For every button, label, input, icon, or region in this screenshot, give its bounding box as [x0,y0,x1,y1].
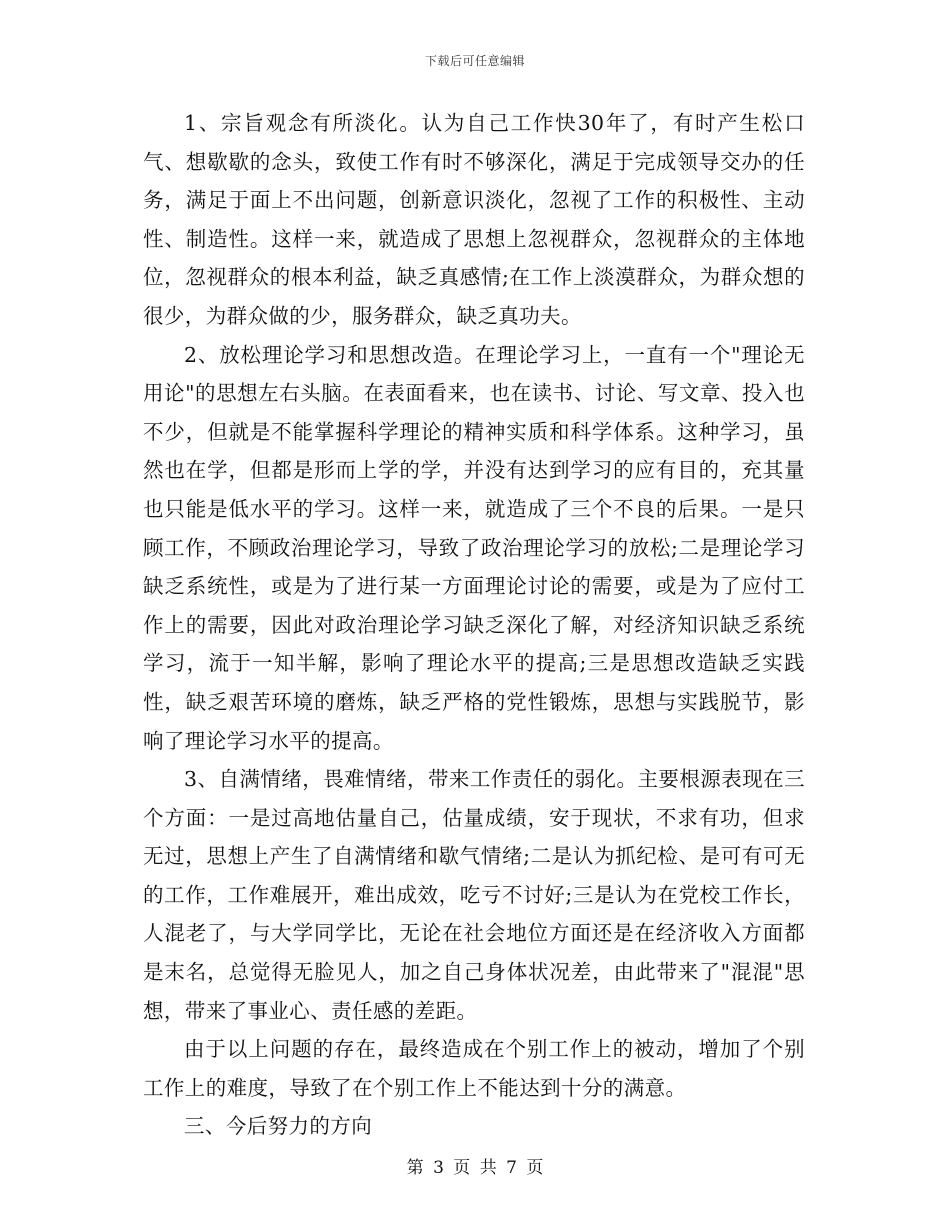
paragraph-3: 3、自满情绪，畏难情绪，带来工作责任的弱化。主要根源表现在三个方面：一是过高地估量自己，估量成绩，安于现状，不求有功，但求无过，思想上产生了自满情绪和歇气情绪;二是认为抓纪检、是可有可无的工作，工作难展开，难出成效，吃亏不讨好;三是认为在党校工作长，人混老了，与大学同学比，无论在社会地位方面还是在经济收入方面都是末名，总觉得无脸见人，加之自己身体状况差，由此带来了"混混"思想，带来了事业心、责任感的差距。 [143,767,805,1023]
section-heading: 三、今后努力的方向 [184,1114,373,1139]
body-text [143,104,805,1146]
paragraph-4: 由于以上问题的存在，最终造成在个别工作上的被动，增加了个别工作上的难度，导致了在个别工作上不能达到十分的满意。 [143,1037,805,1100]
page-footer: 第 3 页 共 7 页 [406,1158,544,1178]
page-header: 下载后可任意编辑 [424,54,525,68]
paragraph-2: 2、放松理论学习和思想改造。在理论学习上，一直有一个"理论无用论"的思想左右头脑。在表面看来，也在读书、讨论、写文章、投入也不少，但就是不能掌握科学理论的精神实质和科学体系。这种学习，虽然也在学，但都是形而上学的学，并没有达到学习的应有目的，充其量也只能是低水平的学习。这样一来，就造成了三个不良的后果。一是只顾工作，不顾政治理论学习，导致了政治理论学习的放松;二是理论学习缺乏系统性，或是为了进行某一方面理论讨论的需要，或是为了应付工作上的需要，因此对政治理论学习缺乏深化了解，对经济知识缺乏系统学习，流于一知半解，影响了理论水平的提高;三是思想改造缺乏实践性，缺乏艰苦环境的磨炼，缺乏严格的党性锻炼，思想与实践脱节，影响了理论学习水平的提高。 [143,342,805,753]
paragraph-1: 1、宗旨观念有所淡化。认为自己工作快30年了，有时产生松口气、想歇歇的念头，致使工作有时不够深化，满足于完成领导交办的任务，满足于面上不出问题，创新意识淡化，忽视了工作的积极性、主动性、制造性。这样一来，就造成了思想上忽视群众，忽视群众的主体地位，忽视群众的根本利益，缺乏真感情;在工作上淡漠群众，为群众想的很少，为群众做的少，服务群众，缺乏真功夫。 [143,111,805,328]
